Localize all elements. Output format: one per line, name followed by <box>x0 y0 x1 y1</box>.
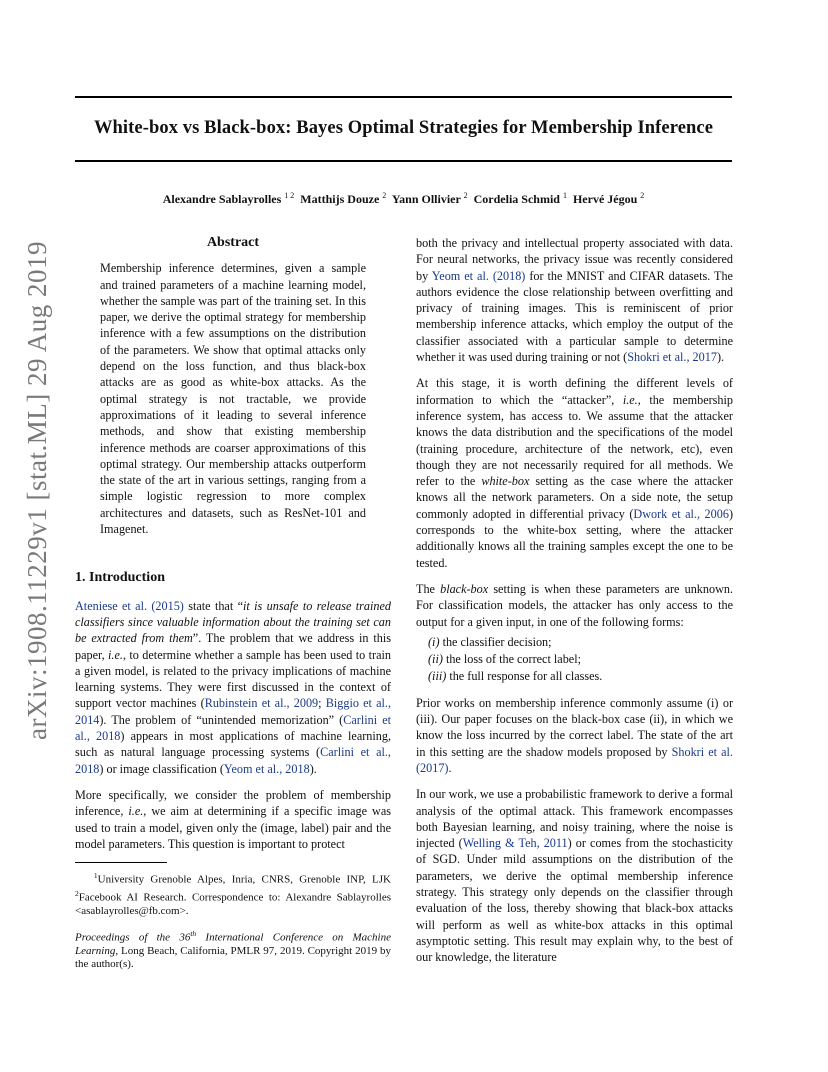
citation-link[interactable]: Shokri et al., 2017 <box>627 350 717 365</box>
body-paragraph: In our work, we use a probabilistic framework to derive a formal analysis of the optimal attack. This framework encompasses both Bayesian learning, and noisy training, where the noise is injected (Welling & Teh, 2011) or comes from the stochasticity of SGD. Under mild assumptions on the distribution of the parameters, we derive the optimal membership inference strategy. This strategy only depends on the classifier through evaluation of the loss, thereby showing that black-box attacks will perform as well as white-box attacks in this optimal asymptotic setting. This result may explain why, to the best of our knowledge, the literature <box>416 787 733 965</box>
abstract-text: Membership inference determines, given a sample and trained parameters of a machine learning model, whether the sample was part of the training set. In this paper, we derive the optimal strategy for membership inference with a few assumptions on the distribution of the parameters. We show that optimal attacks only depend on the loss function, and thus black-box attacks are as good as white-box attacks. As the optimal strategy is not tractable, we provide approximations of it leading to several inference methods, and show that existing membership inference methods are coarser approximations of this optimal strategy. Our membership attacks outperform the state of the art in various settings, ranging from a simple logistic regression to more complex architectures and datasets, such as ResNet-101 and Imagenet. <box>100 261 366 537</box>
author-name: Hervé Jégou <box>572 192 638 206</box>
author-name: Matthijs Douze <box>300 192 380 206</box>
citation-link[interactable]: Yeom et al. (2018) <box>431 268 526 283</box>
body-paragraph: both the privacy and intellectual property associated with data. For neural networks, the privacy issue was recently considered by Yeom et al. (2018) for the MNIST and CIFAR datasets. The authors evidence the close relationship between overfitting and privacy of training images. This is reminiscent of prior membership inference attacks, which employ the output of the classifier associated with a particular sample to determine whether it was used during training or not (Shokri et al., 2017). <box>416 236 733 365</box>
abstract-heading: Abstract <box>206 235 260 250</box>
list-item: (ii) the loss of the correct label; <box>428 652 581 667</box>
citation-link[interactable]: Carlini et al., 2018 <box>75 712 391 744</box>
author-affiliation: 1 2 <box>284 191 295 200</box>
body-paragraph: The black-box setting is when these parameters are unknown. For classification models, the attacker has only access to the output for a given input, in one of the following forms: <box>416 581 734 629</box>
citation-link[interactable]: Shokri et al. (2017) <box>416 744 733 775</box>
intro-paragraph-1: Ateniese et al. (2015) state that “it is unsafe to release trained classifiers since valuable information about the training set can be extracted from them”. The problem that we address in this paper, i.e., to determine whether a sample has been used to train a given model, is related to the privacy implications of machine learning systems. They were first discussed in the context of support vector machines (Rubinstein et al., 2009; Biggio et al., 2014). The problem of “unintended memorization” (Carlini et al., 2018) appears in most applications of machine learning, such as natural language processing systems (Carlini et al., 2018) or image classification (Yeom et al., 2018). <box>75 598 392 776</box>
title-rule-bottom <box>75 160 732 162</box>
left-column <box>75 235 391 980</box>
citation-link[interactable]: Welling & Teh, 2011 <box>462 836 568 851</box>
author-list <box>75 191 732 207</box>
footnote-divider <box>75 862 167 863</box>
citation-link[interactable]: Biggio et al., 2014 <box>75 696 392 727</box>
title-rule-top <box>75 96 732 98</box>
author-name: Cordelia Schmid <box>473 192 560 206</box>
citation-link[interactable]: Carlini et al., 2018 <box>75 745 391 776</box>
list-item: (i) the classifier decision; <box>428 634 552 649</box>
author-affiliation: 1 <box>562 191 567 200</box>
proceedings-footnote: Proceedings of the 36th International Conference on Machine Learning, Long Beach, California, PMLR 97, 2019. Copyright 2019 by the author(s). <box>75 929 391 971</box>
citation-link[interactable]: Dwork et al., 2006 <box>633 506 729 521</box>
author-affiliation: 2 <box>382 191 387 200</box>
list-item: (iii) the full response for all classes. <box>428 669 603 684</box>
affiliation-footnotes: $^1$University Grenoble Alpes, Inria, CNRS, Grenoble INP, LJK $^2$Facebook AI Research. Correspondence to: Alexandre Sablayrolles <asablayrolles@fb.com>. <box>75 871 391 917</box>
author-name: Yann Ollivier <box>391 192 461 206</box>
author-affiliation: 2 <box>463 191 468 200</box>
citation-link[interactable]: Rubinstein et al., 2009 <box>204 696 319 711</box>
section-heading-introduction: 1. Introduction <box>75 570 165 586</box>
citation-link[interactable]: Ateniese et al. (2015) <box>75 598 184 613</box>
author-name: Alexandre Sablayrolles <box>162 192 282 206</box>
body-paragraph: Prior works on membership inference commonly assume (i) or (iii). Our paper focuses on the black-box case (ii), in which we know the loss incurred by the correct label. The state of the art in this setting are the shadow models proposed by Shokri et al. (2017). <box>416 695 733 775</box>
intro-paragraph-2: More specifically, we consider the problem of membership inference, i.e., we aim at determining if a specific image was used to train a model, given only the (image, label) pair and the model parameters. This question is important to protect <box>75 787 391 851</box>
body-paragraph: At this stage, it is worth defining the different levels of information to which the “attacker”, i.e., the membership inference system, has access to. We assume that the attacker knows the data distribution and the specifications of the model (training procedure, architecture of the network, etc), even though they are not necessarily required for all methods. We refer to the white-box setting as the case where the attacker knows all the network parameters. On a side note, the setup commonly adopted in differential privacy (Dwork et al., 2006) corresponds to the white-box setting, where the attacker additionally knows all the training samples except the one to be tested. <box>416 376 734 570</box>
right-column <box>416 235 733 975</box>
arxiv-identifier-stamp: arXiv:1908.11229v1 [stat.ML] 29 Aug 2019 <box>22 241 52 740</box>
paper-title: White-box vs Black-box: Bayes Optimal Strategies for Membership Inference <box>93 118 714 138</box>
citation-link[interactable]: Yeom et al., 2018 <box>223 761 310 776</box>
author-affiliation: 2 <box>640 191 645 200</box>
